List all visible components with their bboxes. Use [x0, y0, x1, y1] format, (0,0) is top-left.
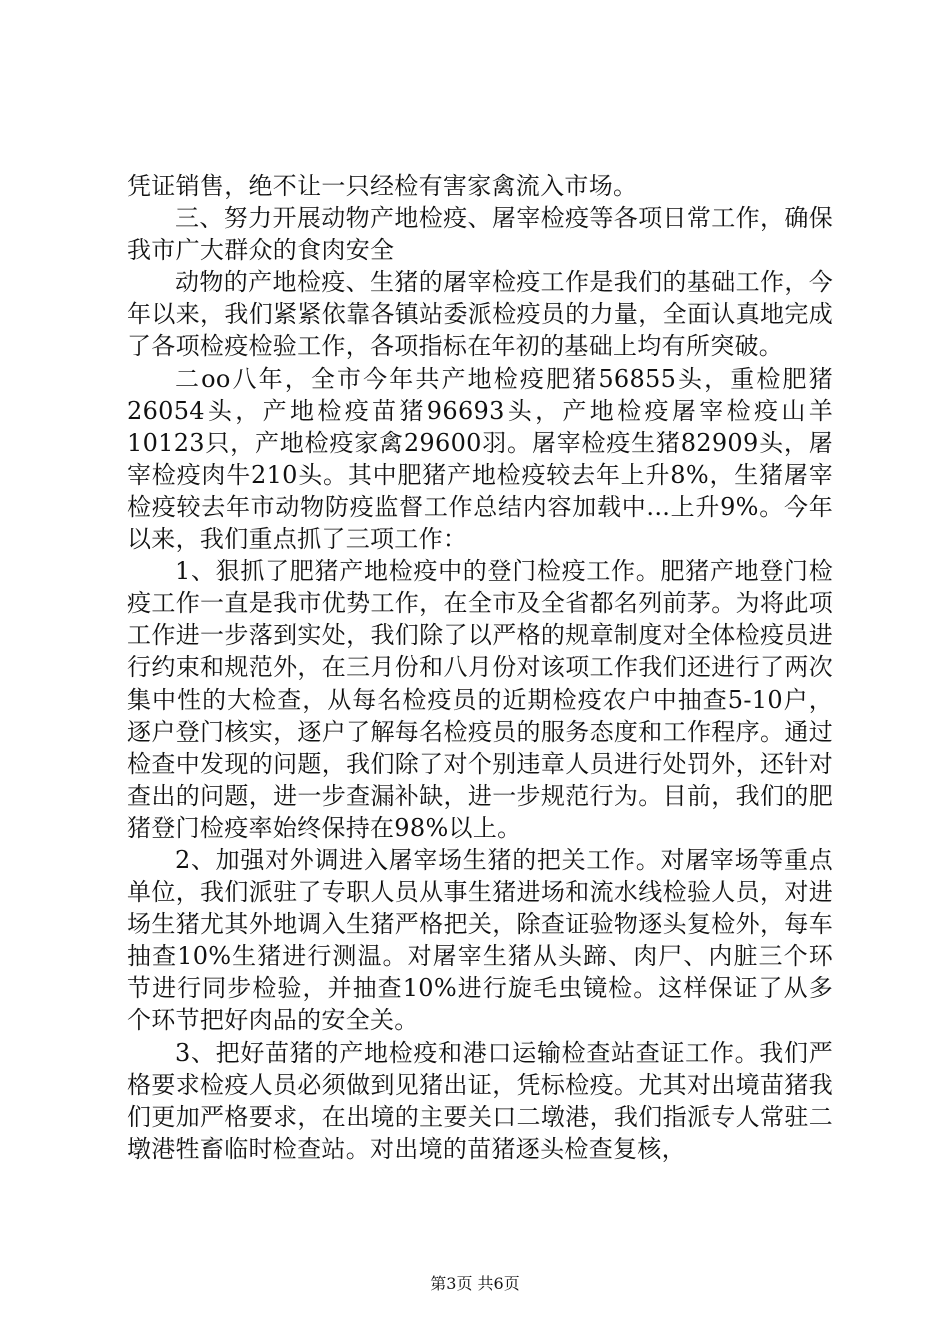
paragraph-6-item-2: 2、加强对外调进入屠宰场生猪的把关工作。对屠宰场等重点单位，我们派驻了专职人员从事生猪进场和流水线检验人员，对进场生猪尤其外地调入生猪严格把关，除查证验物逐头复检外，每车抽查10%生猪进行测温。对屠宰生猪从头蹄、肉尸、内脏三个环节进行同步检验，并抽查10%进行旋毛虫镜检。这样保证了从多个环节把好肉品的安全关。 [127, 845, 833, 1035]
paragraph-1: 凭证销售，绝不让一只经检有害家禽流入市场。 [127, 172, 638, 200]
paragraph-3: 动物的产地检疫、生猪的屠宰检疫工作是我们的基础工作，今年以来，我们紧紧依靠各镇站委派检疫员的力量，全面认真地完成了各项检疫检验工作，各项指标在年初的基础上均有所突破。 [127, 268, 833, 361]
page-number-footer: 第3页 共6页 [430, 1274, 520, 1293]
document-body [127, 170, 833, 1165]
paragraph-2-section-heading: 三、努力开展动物产地检疫、屠宰检疫等各项日常工作，确保我市广大群众的食肉安全 [127, 204, 833, 265]
paragraph-4-statistics: 二oo八年，全市今年共产地检疫肥猪56855头，重检肥猪26054头，产地检疫苗猪96693头，产地检疫屠宰检疫山羊10123只，产地检疫家禽29600羽。屠宰检疫生猪82909头，屠宰检疫肉牛210头。其中肥猪产地检疫较去年上升8%，生猪屠宰检疫较去年市动物防疫监督工作总结内容加载中...上升9%。今年以来，我们重点抓了三项工作： [127, 364, 833, 554]
paragraph-5-item-1: 1、狠抓了肥猪产地检疫中的登门检疫工作。肥猪产地登门检疫工作一直是我市优势工作，在全市及全省都名列前茅。为将此项工作进一步落到实处，我们除了以严格的规章制度对全体检疫员进行约束和规范外，在三月份和八月份对该项工作我们还进行了两次集中性的大检查，从每名检疫员的近期检疫农户中抽查5-10户，逐户登门核实，逐户了解每名检疫员的服务态度和工作程序。通过检查中发现的问题，我们除了对个别违章人员进行处罚外，还针对查出的问题，进一步查漏补缺，进一步规范行为。目前，我们的肥猪登门检疫率始终保持在98%以上。 [127, 557, 833, 842]
paragraph-7-item-3: 3、把好苗猪的产地检疫和港口运输检查站查证工作。我们严格要求检疫人员必须做到见猪出证，凭标检疫。尤其对出境苗猪我们更加严格要求，在出境的主要关口二墩港，我们指派专人常驻二墩港牲畜临时检查站。对出境的苗猪逐头检查复核， [127, 1038, 833, 1163]
